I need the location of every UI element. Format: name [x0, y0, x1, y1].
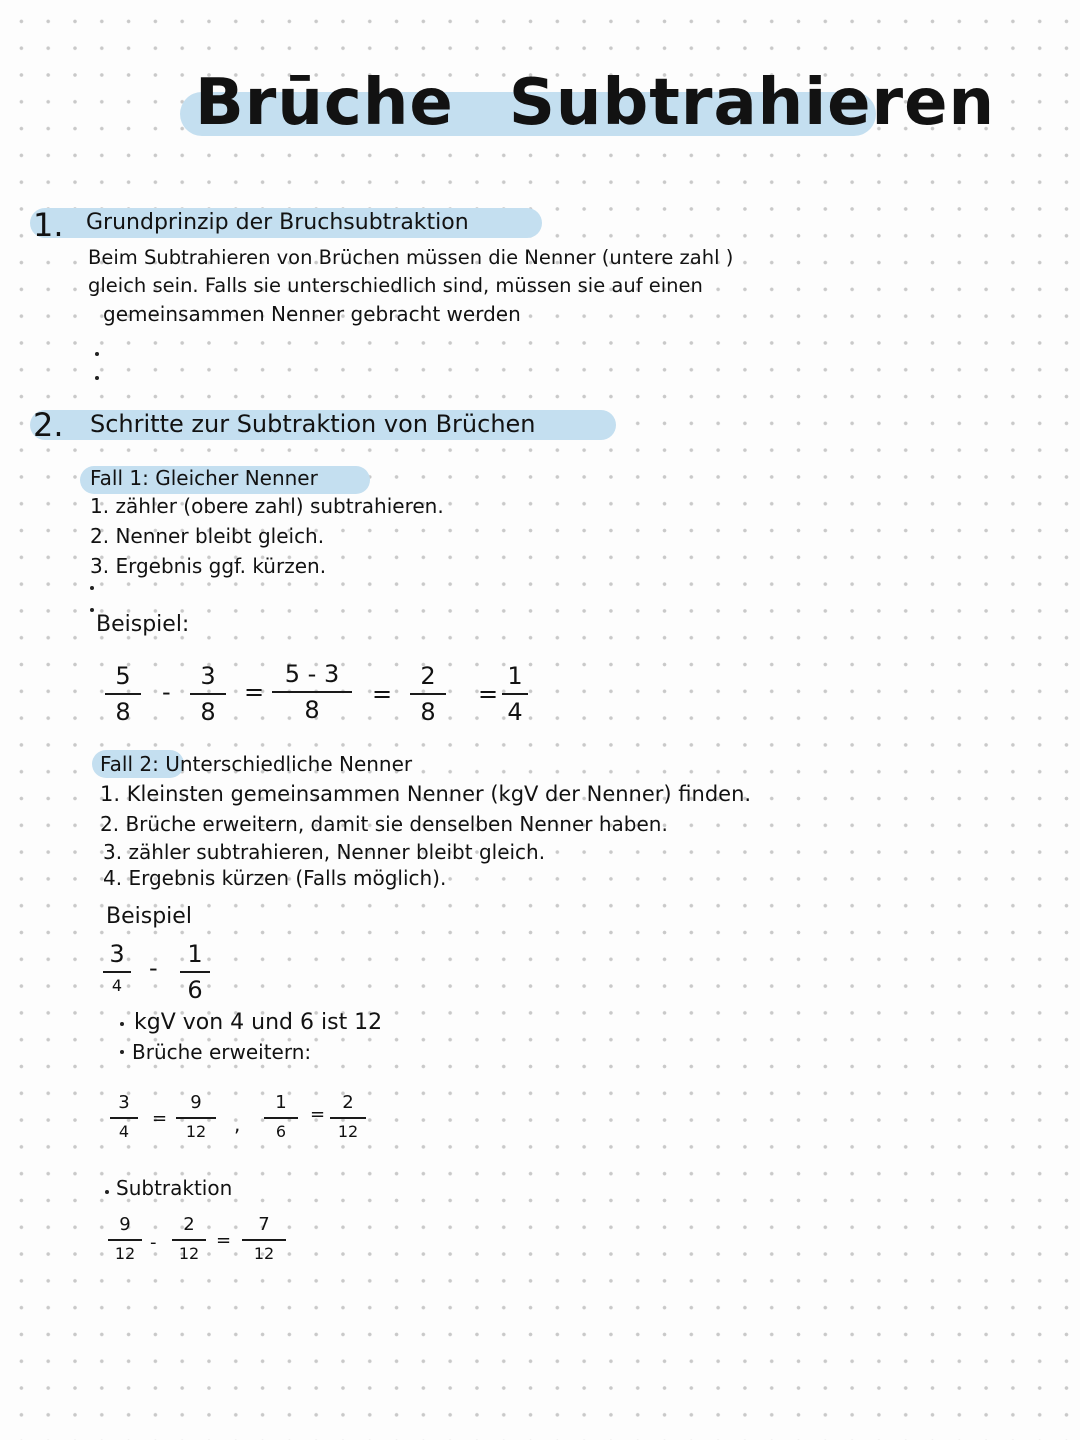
numerator: 3 [109, 940, 125, 968]
denominator: 6 [187, 976, 203, 1004]
fraction-7-12 [242, 1216, 286, 1262]
equals-sign: = [310, 1104, 326, 1125]
bullet-dot [95, 376, 99, 380]
fraction-9-12 [176, 1094, 216, 1140]
case2-step-4: 4. Ergebnis kürzen (Falls möglich). [103, 866, 447, 890]
page-title [195, 66, 995, 140]
numerator: 7 [258, 1214, 270, 1235]
denominator: 12 [185, 1122, 207, 1141]
bullet-dot [105, 1190, 109, 1194]
expand-note: Brüche erweitern: [132, 1040, 312, 1064]
fraction-bar [176, 1117, 216, 1119]
section1-number: 1. [33, 206, 64, 244]
fraction-3-8 [190, 664, 226, 724]
equals-sign: = [216, 1230, 232, 1251]
denominator: 4 [111, 976, 123, 995]
section2-heading: Schritte zur Subtraktion von Brüchen [90, 410, 536, 438]
equals-sign: = [152, 1108, 168, 1129]
numerator: 2 [420, 662, 436, 690]
section1-line-2: gleich sein. Falls sie unterschiedlich sind, müssen sie auf einen [88, 274, 703, 297]
title-word-1: Brūche [195, 66, 454, 140]
case1-step-2: 2. Nenner bleibt gleich. [90, 524, 325, 548]
fraction-2-8 [410, 664, 446, 724]
bullet-dot [120, 1050, 124, 1054]
section2-number: 2. [33, 406, 64, 444]
denominator: 12 [337, 1122, 359, 1141]
numerator: 1 [275, 1092, 287, 1113]
fraction-1-6 [264, 1094, 298, 1140]
case2-step-1: 1. Kleinsten gemeinsammen Nenner (kgV der Nenner) finden. [100, 782, 752, 806]
equals-sign: = [478, 680, 499, 708]
fraction-bar [330, 1117, 366, 1119]
denominator: 12 [114, 1244, 136, 1263]
minus-sign: - [150, 1232, 157, 1253]
fraction-bar [108, 1239, 142, 1241]
fraction-3-4 [103, 942, 131, 994]
equals-sign: = [372, 680, 393, 708]
denominator: 8 [115, 698, 131, 726]
fraction-2-12 [172, 1216, 206, 1262]
fraction-bar [110, 1117, 138, 1119]
denominator: 6 [275, 1122, 287, 1141]
fraction-bar [105, 693, 141, 695]
fraction-3-4 [110, 1094, 138, 1140]
fraction-bar [172, 1239, 206, 1241]
numerator: 2 [183, 1214, 195, 1235]
subtraction-label: Subtraktion [116, 1176, 233, 1200]
denominator: 4 [118, 1122, 130, 1141]
numerator: 1 [507, 662, 523, 690]
case2-heading: Fall 2: Unterschiedliche Nenner [100, 752, 413, 776]
minus-sign: - [149, 954, 158, 982]
fraction-2-12 [330, 1094, 366, 1140]
bullet-dot [90, 586, 94, 590]
fraction-bar [190, 693, 226, 695]
fraction-5-minus-3-over-8 [272, 662, 352, 722]
fraction-5-8 [105, 664, 141, 724]
fraction-1-6 [180, 942, 210, 1002]
section1-line-3: gemeinsammen Nenner gebracht werden [103, 302, 521, 326]
minus-sign: - [162, 678, 171, 706]
bullet-dot [95, 352, 99, 356]
case1-step-1: 1. zähler (obere zahl) subtrahieren. [90, 494, 444, 518]
case2-step-2: 2. Brüche erweitern, damit sie denselben Nenner haben. [100, 812, 668, 836]
denominator: 8 [304, 696, 320, 724]
case2-step-3: 3. zähler subtrahieren, Nenner bleibt gleich. [103, 840, 546, 864]
fraction-bar [103, 971, 131, 973]
fraction-1-4 [502, 664, 528, 724]
numerator: 3 [118, 1092, 130, 1113]
section1-heading: Grundprinzip der Bruchsubtraktion [86, 210, 469, 235]
title-word-2: Subtrahieren [508, 66, 996, 140]
denominator: 8 [420, 698, 436, 726]
case2-example-label: Beispiel [106, 904, 192, 929]
fraction-bar [180, 971, 210, 973]
fraction-9-12 [108, 1216, 142, 1262]
comma: , [234, 1112, 241, 1136]
bullet-dot [120, 1022, 124, 1026]
numerator: 3 [200, 662, 216, 690]
fraction-bar [272, 691, 352, 693]
kgv-note: kgV von 4 und 6 ist 12 [134, 1010, 383, 1035]
fraction-bar [242, 1239, 286, 1241]
numerator: 1 [187, 940, 203, 968]
case1-step-3: 3. Ergebnis ggf. kürzen. [90, 554, 327, 578]
numerator: 9 [119, 1214, 131, 1235]
fraction-bar [502, 693, 528, 695]
section1-line-1: Beim Subtrahieren von Brüchen müssen die Nenner (untere zahl ) [88, 246, 734, 269]
numerator: 5 - 3 [284, 660, 340, 688]
numerator: 2 [342, 1092, 354, 1113]
fraction-bar [264, 1117, 298, 1119]
equals-sign: = [244, 678, 265, 706]
denominator: 8 [200, 698, 216, 726]
case1-example-label: Beispiel: [96, 612, 190, 637]
bullet-dot [90, 608, 94, 612]
denominator: 4 [507, 698, 523, 726]
numerator: 9 [190, 1092, 202, 1113]
denominator: 12 [178, 1244, 200, 1263]
fraction-bar [410, 693, 446, 695]
numerator: 5 [115, 662, 131, 690]
case1-heading: Fall 1: Gleicher Nenner [90, 466, 318, 490]
denominator: 12 [253, 1244, 275, 1263]
